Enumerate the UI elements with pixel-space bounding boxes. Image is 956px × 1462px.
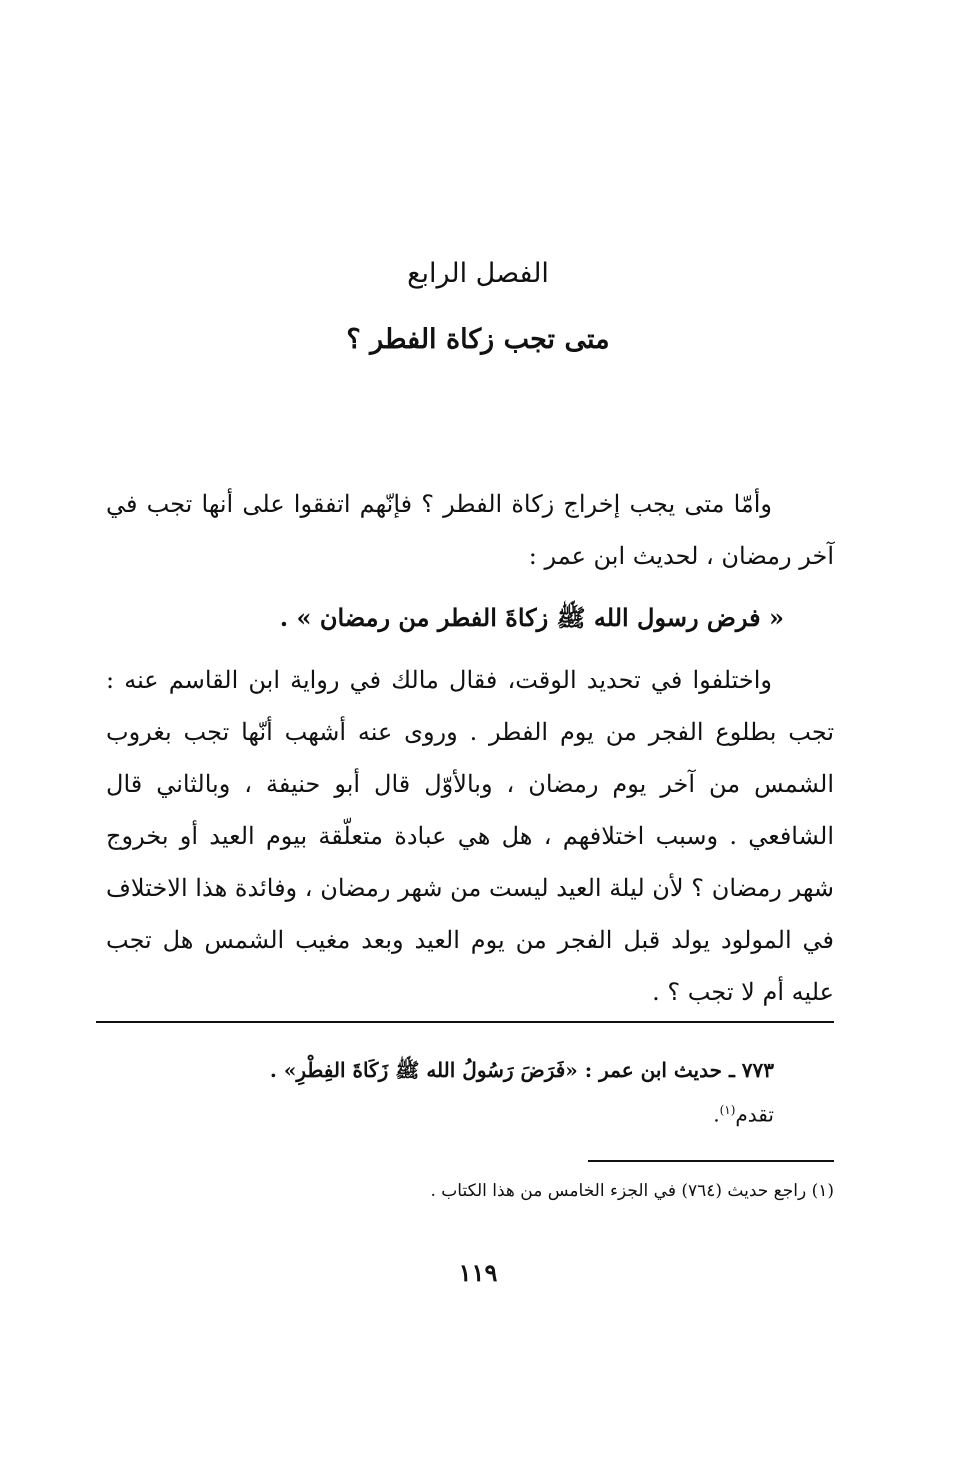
paragraph-2: واختلفوا في تحديد الوقت، فقال مالك في رواية ابن القاسم عنه : تجب بطلوع الفجر من يوم الفطر . وروى عنه أشهب أنّها تجب بغروب الشمس من آخر يوم رمضان ، وبالأوّل قال أبو حنيفة ، وبالثاني قال الشافعي . وسبب اختلافهم ، هل هي عبادة متعلّقة بيوم العيد أو بخروج شهر رمضان ؟ لأن ليلة العيد ليست من شهر رمضان ، وفائدة هذا الاختلاف في المولود يولد قبل الفجر من يوم العيد وبعد مغيب الشمس هل تجب عليه أم لا تجب ؟ .: [106, 666, 834, 1006]
page-number: ١١٩: [458, 1258, 498, 1287]
paragraph-1: وأمّا متى يجب إخراج زكاة الفطر ؟ فإنّهم اتفقوا على أنها تجب في آخر رمضان ، لحديث ابن عمر :: [106, 490, 834, 570]
footnote: (١) راجع حديث (٧٦٤) في الجزء الخامس من هذا الكتاب .: [430, 1181, 834, 1201]
chapter-title: متى تجب زكاة الفطر ؟: [346, 324, 610, 355]
chapter-label: الفصل الرابع: [407, 258, 549, 289]
takhrij-block: [106, 1050, 834, 1135]
footnote-marker: (١): [719, 1103, 736, 1117]
takhrij-text: تقدم: [735, 1102, 774, 1127]
footnote-separator: [96, 1021, 834, 1023]
hadith-quote: « فرض رسول الله ﷺ زكاةَ الفطر من رمضان » .: [279, 603, 784, 632]
short-footnote-separator: [588, 1160, 834, 1162]
takhrij-note: تقدم$^{(١)}$.: [713, 1102, 774, 1127]
main-text: [106, 478, 834, 1018]
takhrij-lead: ٧٧٣ ـ حديث ابن عمر : «فَرَضَ رَسُولُ الله ﷺ زَكَاةَ الفِطْرِ» .: [269, 1058, 774, 1082]
